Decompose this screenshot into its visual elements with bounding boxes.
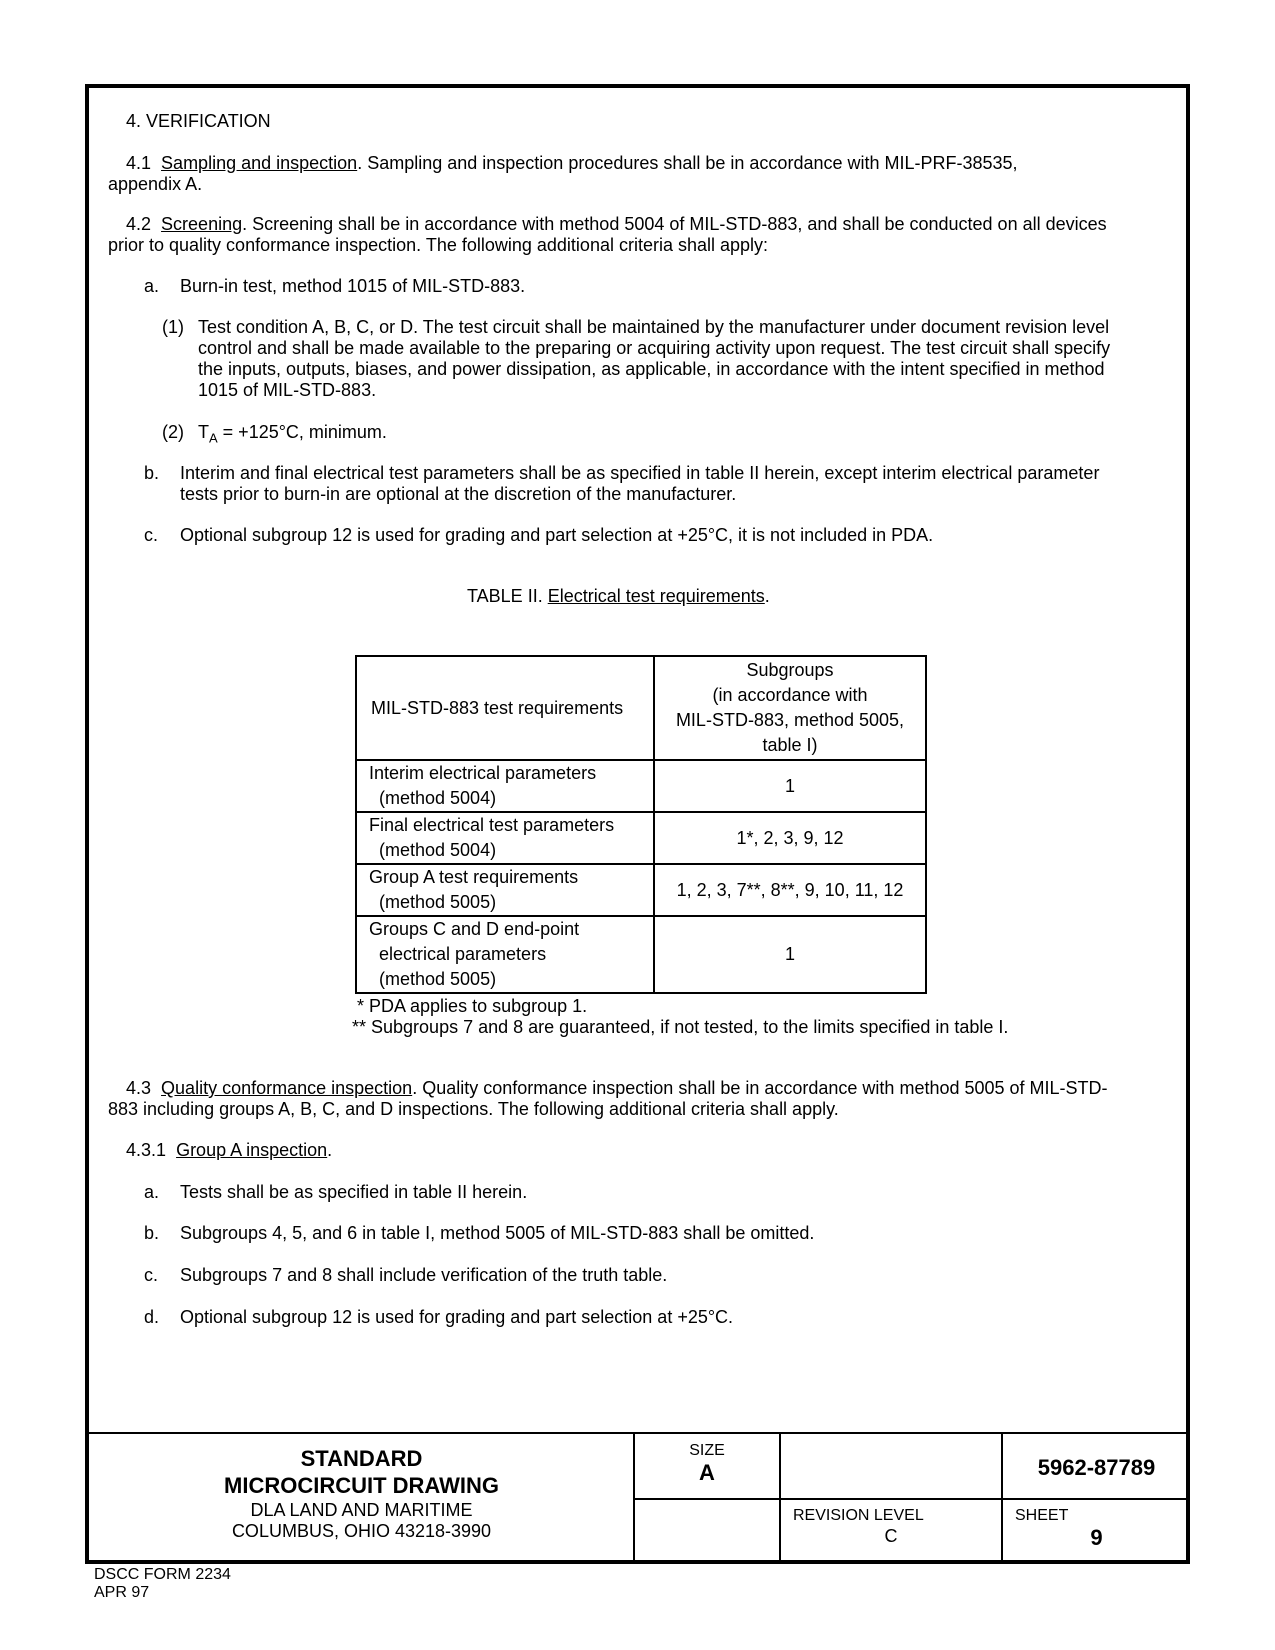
row-label-line: (method 5004)	[379, 840, 497, 860]
paragraph-number: 4.1	[126, 153, 152, 173]
temperature-text: = +125°C, minimum.	[217, 422, 387, 442]
form-number: DSCC FORM 2234	[94, 1566, 231, 1583]
paragraph-text: . Screening shall be in accordance with method 5004 of MIL-STD-883, and shall be conducted on all devices	[242, 214, 1107, 234]
header-col1: MIL-STD-883 test requirements	[356, 656, 654, 760]
document-number: 5962-87789	[1037, 1455, 1156, 1480]
form-date: APR 97	[94, 1584, 150, 1601]
size-label: SIZE	[689, 1442, 725, 1459]
row-label-line: (method 5005)	[379, 892, 497, 912]
item-label: c.	[144, 1265, 159, 1285]
item-label: a.	[144, 1182, 160, 1202]
temperature-subscript: A	[209, 430, 218, 446]
item-text: Burn-in test, method 1015 of MIL-STD-883.	[180, 276, 526, 296]
table-header-row	[356, 656, 926, 760]
row-value: 1	[654, 760, 926, 812]
table-row	[356, 916, 926, 993]
caption-end: .	[764, 586, 770, 606]
subitem-line	[198, 422, 387, 449]
row-label-line: Group A test requirements	[369, 867, 579, 887]
titleblock-top-rule	[89, 1432, 1190, 1434]
row-label	[356, 812, 654, 864]
paragraph-4-2	[126, 214, 1107, 235]
paragraph-end: .	[327, 1140, 333, 1160]
paragraph-number: 4.3.1	[126, 1140, 167, 1160]
row-label	[356, 864, 654, 916]
section-heading: 4. VERIFICATION	[126, 111, 271, 131]
table-caption	[467, 586, 770, 607]
item-text: Subgroups 7 and 8 shall include verification of the truth table.	[180, 1265, 668, 1285]
row-label	[356, 760, 654, 812]
drawing-title: MICROCIRCUIT DRAWING	[224, 1473, 499, 1498]
paragraph-4-3-cont: 883 including groups A, B, C, and D inspections. The following additional criteria shall apply.	[108, 1099, 839, 1119]
paragraph-4-3	[126, 1078, 1108, 1099]
revision-label: REVISION LEVEL	[793, 1507, 924, 1524]
row-label-line: Groups C and D end-point	[369, 919, 580, 939]
sheet-label: SHEET	[1015, 1507, 1069, 1524]
subitem-label: (2)	[162, 422, 184, 442]
row-value: 1, 2, 3, 7**, 8**, 9, 10, 11, 12	[654, 864, 926, 916]
item-line: tests prior to burn-in are optional at the discretion of the manufacturer.	[180, 484, 737, 504]
caption-prefix: TABLE II.	[467, 586, 548, 606]
revision-value: C	[884, 1526, 898, 1546]
drawing-title: STANDARD	[300, 1446, 423, 1471]
row-label-line: Final electrical test parameters	[369, 815, 615, 835]
table-row	[356, 760, 926, 812]
paragraph-title: Group A inspection	[176, 1140, 328, 1160]
header-line: Subgroups	[746, 660, 834, 680]
row-value: 1*, 2, 3, 9, 12	[654, 812, 926, 864]
row-label	[356, 916, 654, 993]
electrical-test-table	[355, 655, 927, 994]
paragraph-4-1-cont: appendix A.	[108, 174, 203, 194]
item-text: Subgroups 4, 5, and 6 in table I, method 5005 of MIL-STD-883 shall be omitted.	[180, 1223, 815, 1243]
row-value: 1	[654, 916, 926, 993]
paragraph-4-3-1	[126, 1140, 332, 1161]
item-text: Tests shall be as specified in table II herein.	[180, 1182, 528, 1202]
item-label: b.	[144, 463, 160, 483]
subitem-line: 1015 of MIL-STD-883.	[198, 380, 377, 400]
header-col2	[654, 656, 926, 760]
row-label-line: Interim electrical parameters	[369, 763, 597, 783]
table-note: ** Subgroups 7 and 8 are guaranteed, if not tested, to the limits specified in table I.	[352, 1017, 1009, 1037]
paragraph-4-1	[126, 153, 1018, 174]
paragraph-4-2-cont: prior to quality conformance inspection. The following additional criteria shall apply:	[108, 235, 769, 255]
subitem-label: (1)	[162, 317, 184, 337]
paragraph-number: 4.2	[126, 214, 152, 234]
row-label-line: (method 5005)	[379, 969, 497, 989]
item-label: c.	[144, 525, 159, 545]
table-row	[356, 812, 926, 864]
agency-address: COLUMBUS, OHIO 43218-3990	[231, 1521, 492, 1541]
caption-title: Electrical test requirements	[547, 586, 765, 606]
row-label-line: electrical parameters	[379, 944, 547, 964]
titleblock-mid-rule	[633, 1498, 1190, 1500]
sheet-number: 9	[1090, 1525, 1103, 1550]
paragraph-title: Screening	[161, 214, 243, 234]
table-row	[356, 864, 926, 916]
paragraph-title: Sampling and inspection	[161, 153, 358, 173]
temperature-symbol: T	[198, 422, 209, 442]
item-line: Interim and final electrical test parameters shall be as specified in table II herein, except interim electrical parameter	[180, 463, 1100, 483]
subitem-line: Test condition A, B, C, or D. The test circuit shall be maintained by the manufacturer under document revision level	[198, 317, 1110, 337]
size-value: A	[699, 1460, 715, 1485]
paragraph-text: . Sampling and inspection procedures shall be in accordance with MIL-PRF-38535,	[357, 153, 1018, 173]
header-line: table I)	[762, 735, 818, 755]
item-text: Optional subgroup 12 is used for grading and part selection at +25°C, it is not included in PDA.	[180, 525, 934, 545]
subitem-line: the inputs, outputs, biases, and power dissipation, as applicable, in accordance with the intent specified in method	[198, 359, 1105, 379]
table-note: * PDA applies to subgroup 1.	[352, 996, 588, 1016]
item-label: b.	[144, 1223, 160, 1243]
item-label: a.	[144, 276, 160, 296]
header-line: MIL-STD-883, method 5005,	[675, 710, 905, 730]
paragraph-title: Quality conformance inspection	[161, 1078, 413, 1098]
row-label-line: (method 5004)	[379, 788, 497, 808]
subitem-line: control and shall be made available to the preparing or acquiring activity upon request. The test circuit shall specify	[198, 338, 1111, 358]
paragraph-number: 4.3	[126, 1078, 152, 1098]
header-line: (in accordance with	[712, 685, 868, 705]
item-text: Optional subgroup 12 is used for grading and part selection at +25°C.	[180, 1307, 734, 1327]
item-label: d.	[144, 1307, 160, 1327]
paragraph-text: . Quality conformance inspection shall be in accordance with method 5005 of MIL-STD-	[412, 1078, 1108, 1098]
agency-name: DLA LAND AND MARITIME	[250, 1500, 473, 1520]
